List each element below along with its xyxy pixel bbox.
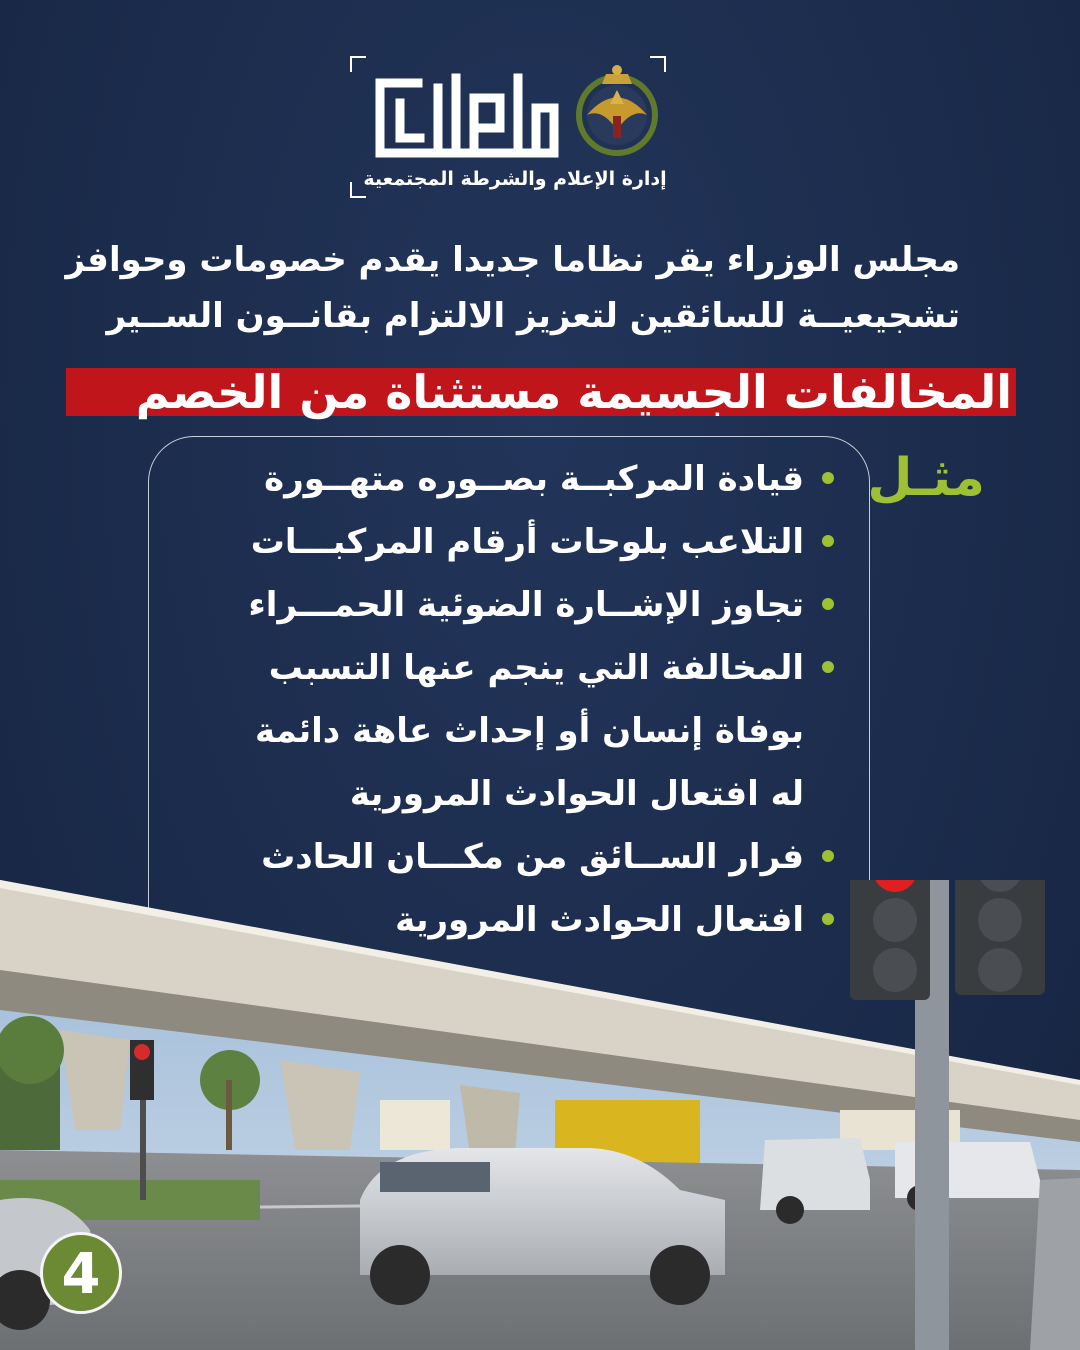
bullet-icon xyxy=(822,661,834,673)
bullet-icon xyxy=(822,598,834,610)
bullet-icon xyxy=(822,535,834,547)
list-item xyxy=(170,448,840,511)
list-item xyxy=(170,574,840,637)
list-item-text: بوفاة إنسان أو إحداث عاهة دائمة xyxy=(254,711,804,751)
street-scene-image xyxy=(0,880,1080,1350)
list-item-text: قيادة المركبــة بصــوره متهــورة xyxy=(264,459,804,499)
examples-label: مثـل xyxy=(867,448,985,508)
list-item-text: فرار الســائق من مكـــان الحادث xyxy=(261,837,804,877)
department-name: إدارة الإعلام والشرطة المجتمعية xyxy=(363,168,667,190)
list-item xyxy=(170,763,840,826)
page-number-badge: 4 xyxy=(40,1232,122,1314)
list-item xyxy=(170,637,840,700)
list-item xyxy=(170,700,840,763)
headline-line-2: تشجيعيــة للسائقين لتعزيز الالتزام بقانــون الســير xyxy=(106,296,960,336)
list-item-text: افتعال الحوادث المرورية xyxy=(395,900,804,940)
bullet-icon xyxy=(822,850,834,862)
header-logo xyxy=(360,60,680,200)
police-emblem-icon xyxy=(570,60,665,160)
violations-list xyxy=(170,448,840,952)
headline xyxy=(60,232,960,344)
headline-line-1: مجلس الوزراء يقر نظاما جديدا يقدم خصومات وحوافز xyxy=(65,240,960,280)
list-item-text: تجاوز الإشــارة الضوئية الحمـــراء xyxy=(248,585,804,625)
list-item-text: المخالفة التي ينجم عنها التسبب xyxy=(268,648,804,688)
kufic-logo-icon xyxy=(370,68,560,158)
list-item-text: له افتعال الحوادث المرورية xyxy=(349,774,804,814)
frame-corner-top-left xyxy=(350,56,366,72)
list-item xyxy=(170,511,840,574)
banner-title: المخالفات الجسيمة مستثناة من الخصم xyxy=(135,365,1012,419)
bullet-icon xyxy=(822,472,834,484)
list-item-text: التلاعب بلوحات أرقام المركبـــات xyxy=(250,522,804,562)
